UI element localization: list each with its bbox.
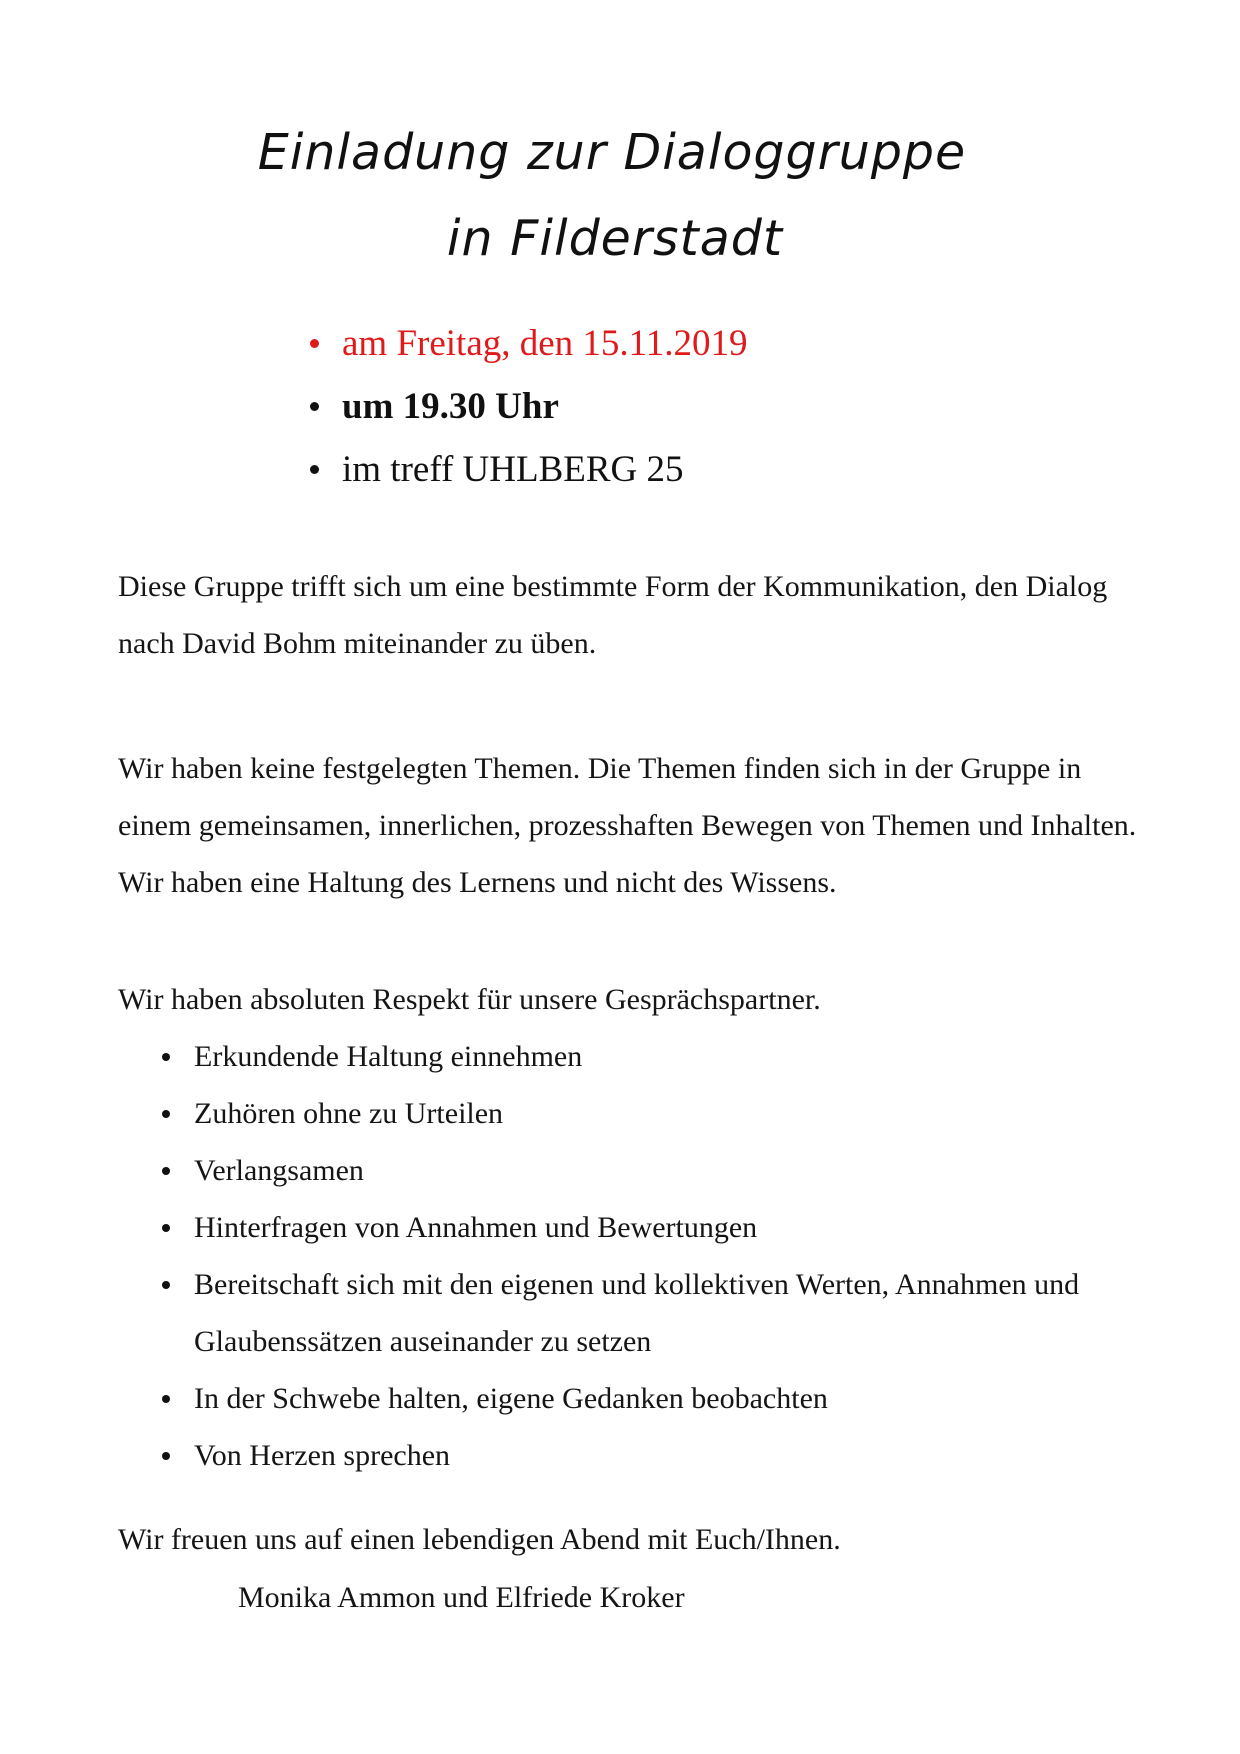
dialog-principles-list: [158, 1028, 1118, 1484]
list-item: Verlangsamen: [158, 1142, 1118, 1199]
paragraph-themes: Wir haben keine festgelegten Themen. Die Themen finden sich in der Gruppe in einem gemeinsamen, innerlichen, prozesshaften Bewegen von Themen und Inhalten. Wir haben eine Haltung des Lernens und nicht des Wissens.: [118, 752, 1137, 899]
list-item: Zuhören ohne zu Urteilen: [158, 1085, 1118, 1142]
event-details-list: [310, 312, 748, 501]
list-item: Erkundende Haltung einnehmen: [158, 1028, 1118, 1085]
event-time: um 19.30 Uhr: [310, 375, 748, 438]
paragraph-respect: Wir haben absoluten Respekt für unsere Gesprächspartner.: [118, 983, 821, 1016]
page-title-line-2: in Filderstadt: [446, 210, 784, 267]
list-item: Von Herzen sprechen: [158, 1427, 1118, 1484]
paragraph-group-purpose: Diese Gruppe trifft sich um eine bestimmte Form der Kommunikation, den Dialog nach David Bohm miteinander zu üben.: [118, 570, 1108, 660]
closing-sentence: Wir freuen uns auf einen lebendigen Abend mit Euch/Ihnen.: [118, 1523, 841, 1556]
event-date: am Freitag, den 15.11.2019: [310, 312, 748, 375]
list-item: Bereitschaft sich mit den eigenen und kollektiven Werten, Annahmen und Glaubenssätzen auseinander zu setzen: [158, 1256, 1118, 1370]
list-item: In der Schwebe halten, eigene Gedanken beobachten: [158, 1370, 1118, 1427]
list-item: Hinterfragen von Annahmen und Bewertungen: [158, 1199, 1118, 1256]
event-location: im treff UHLBERG 25: [310, 438, 748, 501]
page-title-line-1: Einladung zur Dialoggruppe: [257, 124, 967, 181]
signature: Monika Ammon und Elfriede Kroker: [238, 1581, 685, 1614]
